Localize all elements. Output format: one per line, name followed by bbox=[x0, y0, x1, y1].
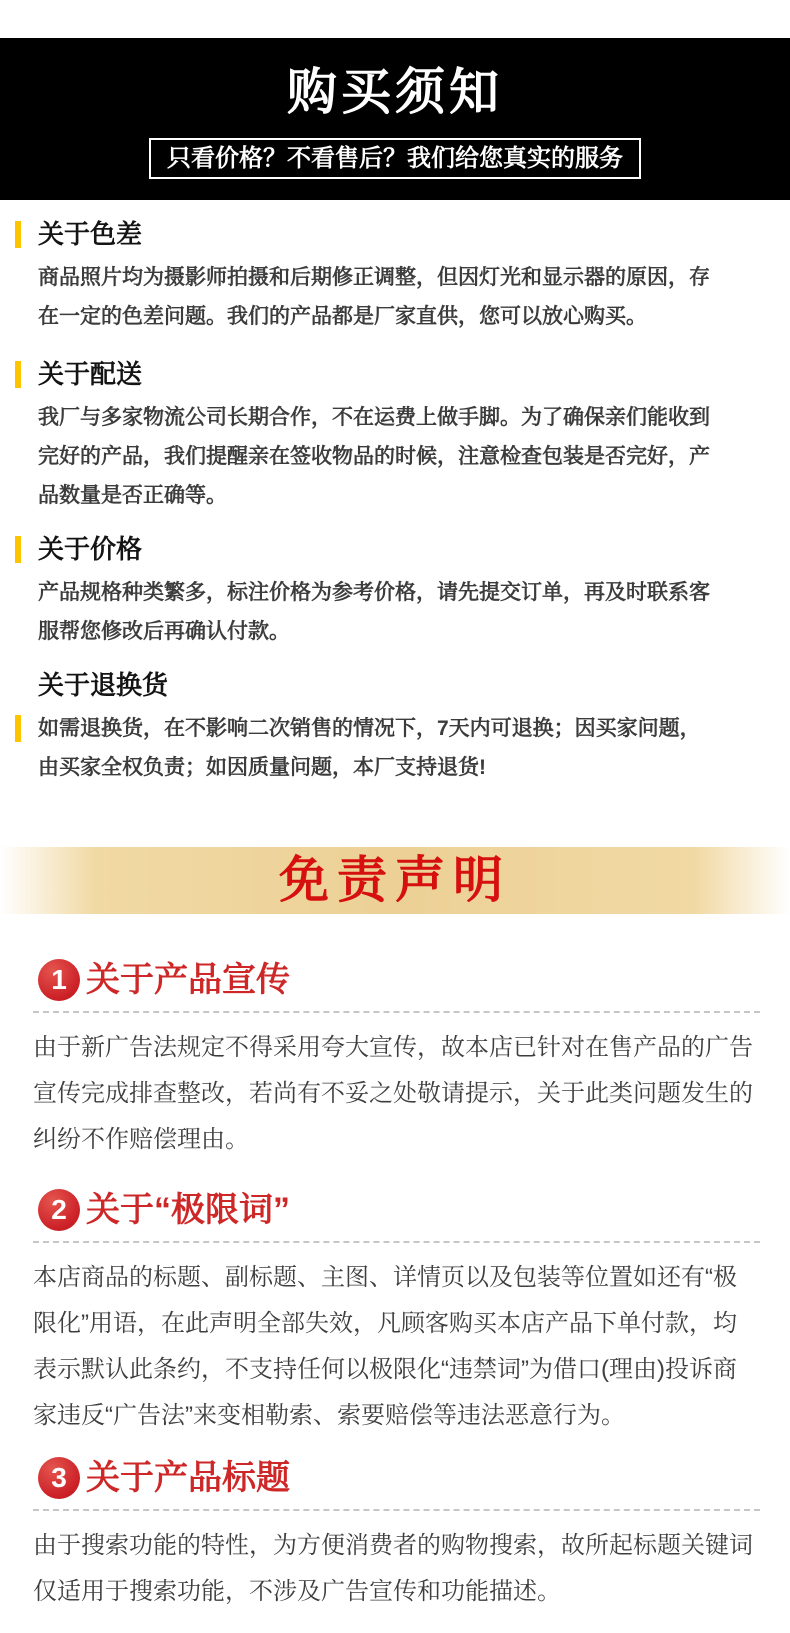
disclaimer-section-title: 关于产品标题 bbox=[86, 1459, 290, 1497]
number-badge-1: 1 bbox=[38, 959, 80, 1001]
notice-section-color bbox=[0, 220, 790, 336]
dashed-divider bbox=[33, 1241, 760, 1243]
notice-section-title: 关于价格 bbox=[38, 534, 143, 564]
number-badge-3: 3 bbox=[38, 1457, 80, 1499]
disclaimer-section-title: 关于“极限词” bbox=[86, 1191, 290, 1229]
disclaimer-banner bbox=[0, 847, 790, 914]
disclaimer-section-extreme-words bbox=[0, 1189, 790, 1439]
notice-section-body: 商品照片均为摄影师拍摄和后期修正调整，但因灯光和显示器的原因，存在一定的色差问题。我们的产品都是厂家直供，您可以放心购买。 bbox=[38, 266, 710, 328]
notice-section-body: 如需退换货，在不影响二次销售的情况下，7天内可退换；因买家问题，由买家全权负责；如因质量问题，本厂支持退货! bbox=[38, 717, 701, 779]
disclaimer-title: 免责声明 bbox=[279, 852, 511, 908]
yellow-accent-bar bbox=[15, 715, 21, 742]
notice-subtitle-box bbox=[149, 138, 641, 179]
disclaimer-section-body: 由于新广告法规定不得采用夸大宣传，故本店已针对在售产品的广告宣传完成排查整改，若尚有不妥之处敬请提示，关于此类问题发生的纠纷不作赔偿理由。 bbox=[33, 1034, 753, 1153]
dashed-divider bbox=[33, 1509, 760, 1511]
notice-title: 购买须知 bbox=[287, 64, 503, 120]
notice-section-price bbox=[0, 535, 790, 651]
notice-section-body: 产品规格种类繁多，标注价格为参考价格，请先提交订单，再及时联系客服帮您修改后再确认付款。 bbox=[38, 581, 710, 643]
disclaimer-section-header bbox=[33, 1457, 760, 1499]
disclaimer-section-advertising bbox=[0, 959, 790, 1163]
notice-section-title: 关于退换货 bbox=[38, 670, 169, 700]
yellow-accent-bar bbox=[15, 221, 21, 248]
notice-section-returns bbox=[0, 671, 790, 787]
notice-section-shipping bbox=[0, 360, 790, 515]
disclaimer-section-body: 由于搜索功能的特性，为方便消费者的购物搜索，故所起标题关键词仅适用于搜索功能，不涉及广告宣传和功能描述。 bbox=[33, 1532, 753, 1605]
yellow-accent-bar bbox=[15, 361, 21, 388]
yellow-accent-bar bbox=[15, 536, 21, 563]
dashed-divider bbox=[33, 1011, 760, 1013]
number-badge-2: 2 bbox=[38, 1189, 80, 1231]
notice-subtitle: 只看价格？不看售后？我们给您真实的服务 bbox=[167, 145, 623, 172]
disclaimer-section-body: 本店商品的标题、副标题、主图、详情页以及包装等位置如还有“极限化”用语，在此声明全部失效，凡顾客购买本店产品下单付款，均表示默认此条约，不支持任何以极限化“违禁词”为借口(理由)投诉商家违反“广告法”来变相勒索、索要赔偿等违法恶意行为。 bbox=[33, 1264, 737, 1429]
notice-section-title: 关于色差 bbox=[38, 219, 143, 249]
notice-section-title: 关于配送 bbox=[38, 359, 143, 389]
disclaimer-section-header bbox=[33, 959, 760, 1001]
disclaimer-section-header bbox=[33, 1189, 760, 1231]
notice-section-body: 我厂与多家物流公司长期合作，不在运费上做手脚。为了确保亲们能收到完好的产品，我们提醒亲在签收物品的时候，注意检查包装是否完好，产品数量是否正确等。 bbox=[38, 406, 710, 507]
disclaimer-section-product-title bbox=[0, 1457, 790, 1615]
notice-header bbox=[0, 38, 790, 200]
disclaimer-section-title: 关于产品宣传 bbox=[86, 961, 290, 999]
